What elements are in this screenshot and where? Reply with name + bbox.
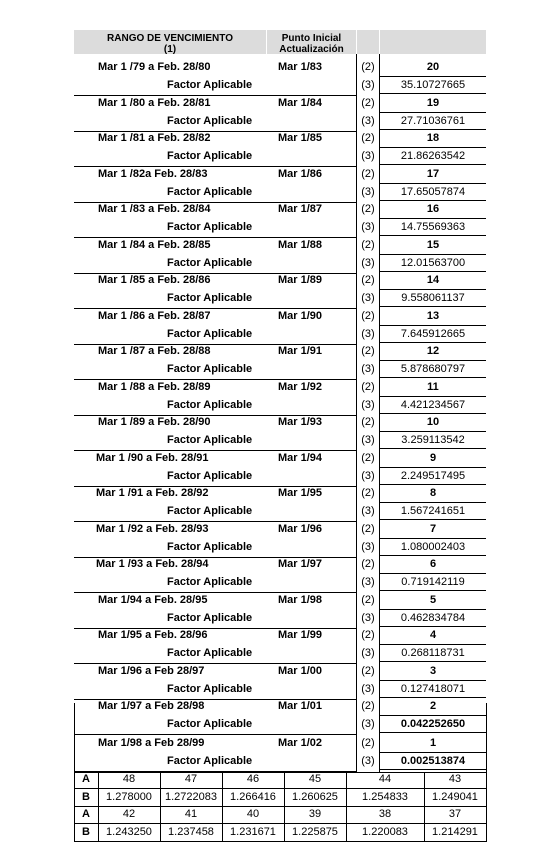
code-2: (2): [361, 700, 375, 712]
start-date: Mar 1/93: [278, 416, 323, 428]
grid-cell: 1.237458: [168, 825, 214, 838]
grid-cell: 1.254833: [362, 790, 408, 803]
grid-cell: 1.278000: [106, 790, 152, 803]
range-label: Mar 1 /90 a Feb. 28/91: [96, 451, 209, 464]
factor-label: Factor Aplicable: [167, 469, 253, 482]
header-col2-subtitle: Actualización: [279, 44, 344, 55]
grid-column-line: [74, 772, 75, 842]
start-date: Mar 1/94: [278, 451, 323, 464]
count-underline: [380, 147, 486, 148]
count-value: 20: [426, 61, 440, 73]
code-2: (2): [361, 593, 375, 606]
code-2: (2): [361, 167, 375, 180]
separator-line: [356, 54, 357, 772]
factor-value: 27.71036761: [400, 114, 466, 127]
range-label: Mar 1/95 a Feb. 28/96: [98, 629, 208, 641]
grid-cell: 1.231671: [230, 825, 276, 838]
factor-underline: [380, 200, 486, 201]
factor-label: Factor Aplicable: [167, 79, 253, 91]
count-underline: [380, 715, 486, 716]
grid-cell: 1.243250: [106, 825, 152, 838]
count-underline: [380, 112, 486, 113]
code-3: (3): [361, 611, 375, 624]
code-2: (2): [361, 345, 375, 357]
code-2: (2): [361, 416, 375, 428]
count-underline: [380, 752, 486, 753]
factor-label: Factor Aplicable: [167, 611, 253, 624]
start-date: Mar 1/84: [278, 96, 323, 109]
factor-value: 5.878680797: [400, 363, 466, 375]
code-2: (2): [361, 558, 375, 570]
factor-value: 7.645912665: [400, 327, 466, 340]
count-underline: [380, 360, 486, 361]
start-date: Mar 1/90: [278, 309, 323, 322]
grid-column-line: [98, 772, 99, 842]
grid-cell: 41: [184, 808, 198, 820]
header-col4: [380, 30, 486, 54]
separator-line: [486, 703, 487, 772]
factor-underline: [380, 448, 486, 449]
factor-label: Factor Aplicable: [167, 221, 253, 233]
grid-cell: 47: [184, 773, 198, 785]
grid-row-label: B: [82, 790, 90, 803]
code-2: (2): [361, 522, 375, 535]
grid-cell: 43: [448, 773, 462, 785]
factor-value: 0.719142119: [401, 576, 465, 588]
start-date: Mar 1/98: [278, 593, 323, 606]
factor-value: 21.86263542: [400, 150, 466, 162]
count-value: 5: [429, 593, 437, 606]
grid-cell: 1.225875: [292, 825, 338, 838]
range-label: Mar 1/98 a Feb 28/99: [98, 736, 205, 749]
code-3: (3): [361, 754, 375, 767]
count-underline: [380, 183, 486, 184]
grid-row-label: A: [82, 773, 90, 785]
factor-label: Factor Aplicable: [167, 647, 253, 659]
count-value: 14: [426, 274, 440, 286]
range-label: Mar 1 /80 a Feb. 28/81: [98, 96, 211, 109]
range-label: Mar 1 /91 a Feb. 28/92: [96, 487, 209, 499]
factor-label: Factor Aplicable: [167, 754, 253, 767]
count-underline: [380, 289, 486, 290]
code-3: (3): [361, 682, 375, 695]
grid-top-line: [74, 772, 486, 773]
header-col1: [74, 30, 266, 54]
range-label: Mar 1 /82a Feb. 28/83: [98, 167, 208, 180]
factor-underline: [380, 769, 486, 770]
code-2: (2): [361, 203, 375, 215]
count-underline: [380, 680, 486, 681]
code-3: (3): [361, 434, 375, 446]
count-value: 8: [429, 487, 437, 499]
factor-label: Factor Aplicable: [167, 398, 253, 411]
range-label: Mar 1 /86 a Feb. 28/87: [98, 309, 211, 322]
count-value: 1: [429, 736, 437, 749]
grid-row-label: A: [82, 808, 90, 820]
start-date: Mar 1/92: [278, 380, 323, 393]
factor-value: 0.462834784: [400, 611, 466, 624]
factor-underline: [380, 342, 486, 343]
count-underline: [380, 538, 486, 539]
start-date: Mar 1/96: [278, 522, 323, 535]
code-3: (3): [361, 398, 375, 411]
range-label: Mar 1 /92 a Feb. 28/93: [96, 522, 209, 535]
count-value: 12: [426, 345, 440, 357]
count-underline: [380, 76, 486, 77]
factor-label: Factor Aplicable: [167, 150, 253, 162]
count-value: 4: [429, 629, 437, 641]
factor-underline: [380, 697, 486, 698]
range-label: Mar 1 /93 a Feb. 28/94: [96, 558, 209, 570]
factor-label: Factor Aplicable: [167, 576, 253, 588]
code-2: (2): [361, 61, 375, 73]
grid-column-line: [486, 772, 487, 842]
code-2: (2): [361, 380, 375, 393]
factor-label: Factor Aplicable: [167, 682, 253, 695]
range-label: Mar 1 /81 a Feb. 28/82: [98, 132, 211, 144]
code-2: (2): [361, 238, 375, 251]
count-underline: [380, 218, 486, 219]
count-underline: [380, 502, 486, 503]
code-3: (3): [361, 79, 375, 91]
start-date: Mar 1/83: [278, 61, 323, 73]
grid-column-line: [424, 772, 425, 842]
factor-underline: [380, 732, 486, 733]
factor-label: Factor Aplicable: [167, 114, 253, 127]
factor-value: 0.042252650: [400, 718, 466, 730]
count-value: 3: [429, 664, 437, 677]
range-label: Mar 1 /88 a Feb. 28/89: [98, 380, 211, 393]
count-value: 2: [429, 700, 437, 712]
start-date: Mar 1/02: [278, 736, 323, 749]
factor-value: 2.249517495: [400, 469, 466, 482]
start-date: Mar 1/00: [278, 664, 323, 677]
code-3: (3): [361, 150, 375, 162]
grid-cell: 1.220083: [362, 825, 408, 838]
factor-underline: [380, 590, 486, 591]
code-3: (3): [361, 256, 375, 269]
grid-row-label: B: [82, 825, 90, 838]
count-underline: [380, 467, 486, 468]
grid-column-line: [346, 772, 347, 842]
grid-cell: 44: [378, 773, 392, 785]
header-col1-title: RANGO DE VENCIMIENTO: [107, 33, 233, 44]
count-underline: [380, 396, 486, 397]
factor-label: Factor Aplicable: [167, 327, 253, 340]
grid-cell: 1.249041: [432, 790, 478, 803]
code-3: (3): [361, 292, 375, 304]
count-value: 6: [429, 558, 437, 570]
factor-value: 17.65057874: [400, 185, 466, 198]
factor-value: 1.567241651: [400, 505, 466, 517]
code-2: (2): [361, 132, 375, 144]
start-date: Mar 1/85: [278, 132, 323, 144]
code-2: (2): [361, 451, 375, 464]
code-3: (3): [361, 469, 375, 482]
factor-value: 3.259113542: [401, 434, 465, 446]
count-value: 15: [426, 238, 440, 251]
code-3: (3): [361, 540, 375, 553]
range-label: Mar 1 /87 a Feb. 28/88: [98, 345, 211, 357]
code-3: (3): [361, 114, 375, 127]
code-2: (2): [361, 487, 375, 499]
code-2: (2): [361, 96, 375, 109]
range-label: Mar 1/97 a Feb 28/98: [98, 700, 205, 712]
code-3: (3): [361, 185, 375, 198]
grid-cell: 1.260625: [292, 790, 338, 803]
separator-line: [379, 54, 380, 772]
range-label: Mar 1 /84 a Feb. 28/85: [98, 238, 211, 251]
start-date: Mar 1/88: [278, 238, 323, 251]
factor-value: 12.01563700: [400, 256, 466, 269]
count-value: 9: [429, 451, 437, 464]
count-underline: [380, 325, 486, 326]
grid-cell: 46: [246, 773, 260, 785]
start-date: Mar 1/91: [278, 345, 323, 357]
factor-label: Factor Aplicable: [167, 185, 253, 198]
factor-underline: [380, 555, 486, 556]
code-2: (2): [361, 309, 375, 322]
count-value: 18: [426, 132, 440, 144]
factor-underline: [380, 377, 486, 378]
code-2: (2): [361, 736, 375, 749]
code-3: (3): [361, 363, 375, 375]
start-date: Mar 1/99: [278, 629, 323, 641]
count-underline: [380, 431, 486, 432]
grid-cell: 48: [122, 773, 136, 785]
code-3: (3): [361, 576, 375, 588]
code-2: (2): [361, 274, 375, 286]
range-label: Mar 1 /85 a Feb. 28/86: [98, 274, 211, 286]
factor-underline: [380, 661, 486, 662]
count-underline: [380, 573, 486, 574]
grid-column-line: [160, 772, 161, 842]
factor-value: 9.558061137: [401, 292, 465, 304]
factor-label: Factor Aplicable: [167, 292, 253, 304]
range-label: Mar 1/96 a Feb 28/97: [98, 664, 205, 677]
grid-cell: 37: [448, 808, 462, 820]
factor-underline: [380, 129, 486, 130]
code-3: (3): [361, 505, 375, 517]
code-3: (3): [361, 718, 375, 730]
header-col2-title: Punto Inicial: [281, 33, 342, 44]
factor-label: Factor Aplicable: [167, 434, 253, 446]
factor-label: Factor Aplicable: [167, 256, 253, 269]
grid-column-line: [284, 772, 285, 842]
factor-underline: [380, 626, 486, 627]
count-value: 17: [426, 167, 440, 180]
factor-label: Factor Aplicable: [167, 718, 253, 730]
count-value: 11: [427, 380, 439, 393]
start-date: Mar 1/95: [278, 487, 323, 499]
count-value: 19: [426, 96, 440, 109]
grid-column-line: [222, 772, 223, 842]
grid-cell: 42: [122, 808, 136, 820]
factor-underline: [380, 93, 486, 94]
header-col3: [357, 30, 379, 54]
count-underline: [380, 609, 486, 610]
grid-cell: 1.266416: [230, 790, 276, 803]
count-underline: [380, 644, 486, 645]
start-date: Mar 1/86: [278, 167, 323, 180]
factor-value: 1.080002403: [400, 540, 466, 553]
grid-cell: 45: [308, 773, 322, 785]
count-value: 13: [426, 309, 440, 322]
factor-value: 14.75569363: [400, 221, 466, 233]
code-3: (3): [361, 647, 375, 659]
start-date: Mar 1/89: [278, 274, 323, 286]
code-3: (3): [361, 327, 375, 340]
factor-value: 4.421234567: [400, 398, 466, 411]
factor-value: 0.127418071: [400, 682, 466, 695]
factor-label: Factor Aplicable: [167, 505, 253, 517]
factor-underline: [380, 519, 486, 520]
code-2: (2): [361, 664, 375, 677]
code-3: (3): [361, 221, 375, 233]
grid-cell: 38: [378, 808, 392, 820]
start-date: Mar 1/97: [278, 558, 323, 570]
range-label: Mar 1 /79 a Feb. 28/80: [98, 61, 211, 73]
start-date: Mar 1/87: [278, 203, 323, 215]
factor-underline: [380, 164, 486, 165]
factor-value: 0.002513874: [400, 754, 466, 767]
grid-cell: 40: [246, 808, 260, 820]
count-value: 16: [426, 203, 440, 215]
factor-underline: [380, 484, 486, 485]
factor-label: Factor Aplicable: [167, 363, 253, 375]
factor-underline: [380, 413, 486, 414]
grid-cell: 39: [308, 808, 322, 820]
factor-underline: [380, 235, 486, 236]
grid-cell: 1.214291: [432, 825, 478, 838]
factor-label: Factor Aplicable: [167, 540, 253, 553]
header-col1-note: (1): [163, 44, 177, 55]
code-2: (2): [361, 629, 375, 641]
separator-line: [74, 703, 75, 772]
factor-value: 0.268118731: [401, 647, 465, 659]
count-value: 7: [429, 522, 437, 535]
factor-underline: [380, 271, 486, 272]
header-col2: [267, 30, 356, 54]
count-value: 10: [426, 416, 440, 428]
count-underline: [380, 254, 486, 255]
factor-underline: [380, 306, 486, 307]
grid-cell: 1.2722083: [165, 790, 217, 803]
range-label: Mar 1 /83 a Feb. 28/84: [98, 203, 211, 215]
range-label: Mar 1/94 a Feb. 28/95: [98, 593, 208, 606]
start-date: Mar 1/01: [278, 700, 323, 712]
factor-value: 35.10727665: [400, 79, 466, 91]
range-label: Mar 1 /89 a Feb. 28/90: [98, 416, 211, 428]
